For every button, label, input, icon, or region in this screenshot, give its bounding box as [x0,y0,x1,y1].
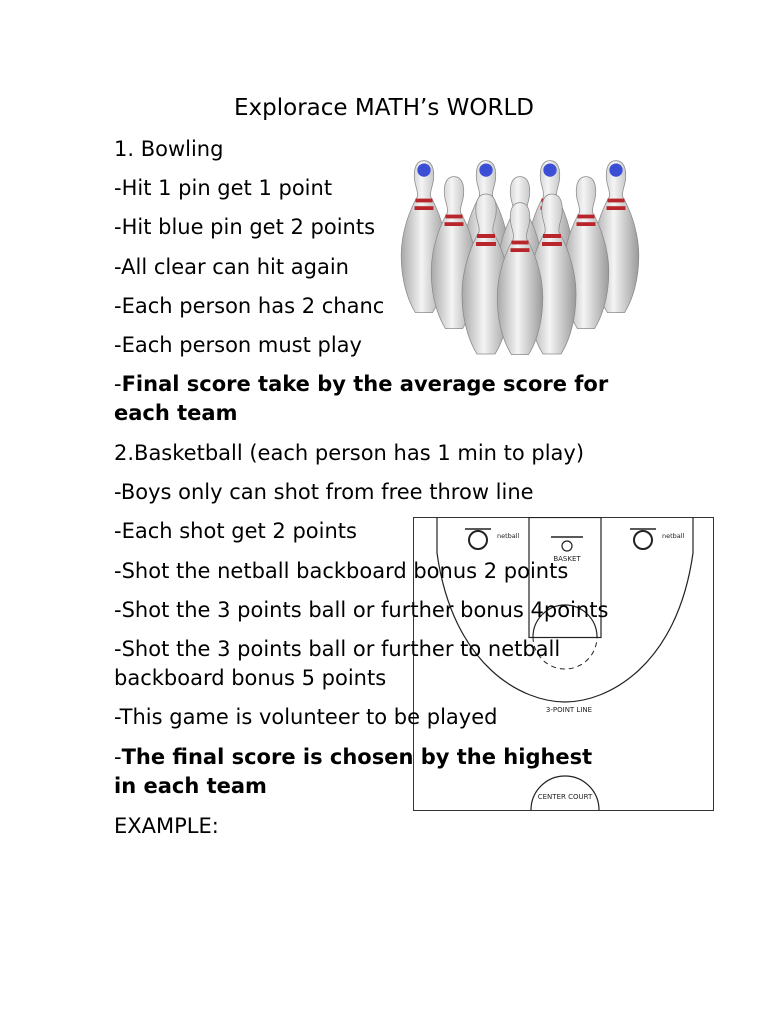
example-label: EXAMPLE: [114,814,219,838]
basket-label: BASKET [553,555,581,563]
bowling-rule: -All clear can hit again [114,255,349,279]
basketball-rule: -Shot the netball backboard bonus 2 points [114,559,569,583]
three-point-label: 3-POINT LINE [545,706,593,714]
bowling-rule: -Each person must play [114,333,362,357]
center-court-label: CENTER COURT [537,793,593,801]
basketball-rule: -Each shot get 2 points [114,519,357,543]
basketball-final-rule: -The final score is chosen by the highest [114,745,593,769]
bowling-rule: -Hit 1 pin get 1 point [114,176,333,200]
bowling-pins-illustration [400,140,642,356]
basketball-final-rule-cont: in each team [114,774,267,798]
bowling-rule: -Each person has 2 chanc [114,294,385,318]
netball-label-left: netball [497,532,520,540]
bowling-heading: 1. Bowling [114,137,224,161]
page-title: Explorace MATH’s WORLD [234,95,534,121]
bowling-rule: -Hit blue pin get 2 points [114,215,376,239]
bowling-final-rule-cont: each team [114,401,238,425]
basketball-rule: -Boys only can shot from free throw line [114,480,534,504]
basketball-rule: -This game is volunteer to be played [114,705,498,729]
bowling-final-rule: -Final score take by the average score for [114,372,609,396]
basketball-heading: 2.Basketball (each person has 1 min to play) [114,441,585,465]
netball-label-right: netball [662,532,685,540]
basketball-rule: -Shot the 3 points ball or further to netball [114,637,561,661]
basketball-rule: -Shot the 3 points ball or further bonus 4points [114,598,609,622]
basketball-rule-cont: backboard bonus 5 points [114,666,387,690]
